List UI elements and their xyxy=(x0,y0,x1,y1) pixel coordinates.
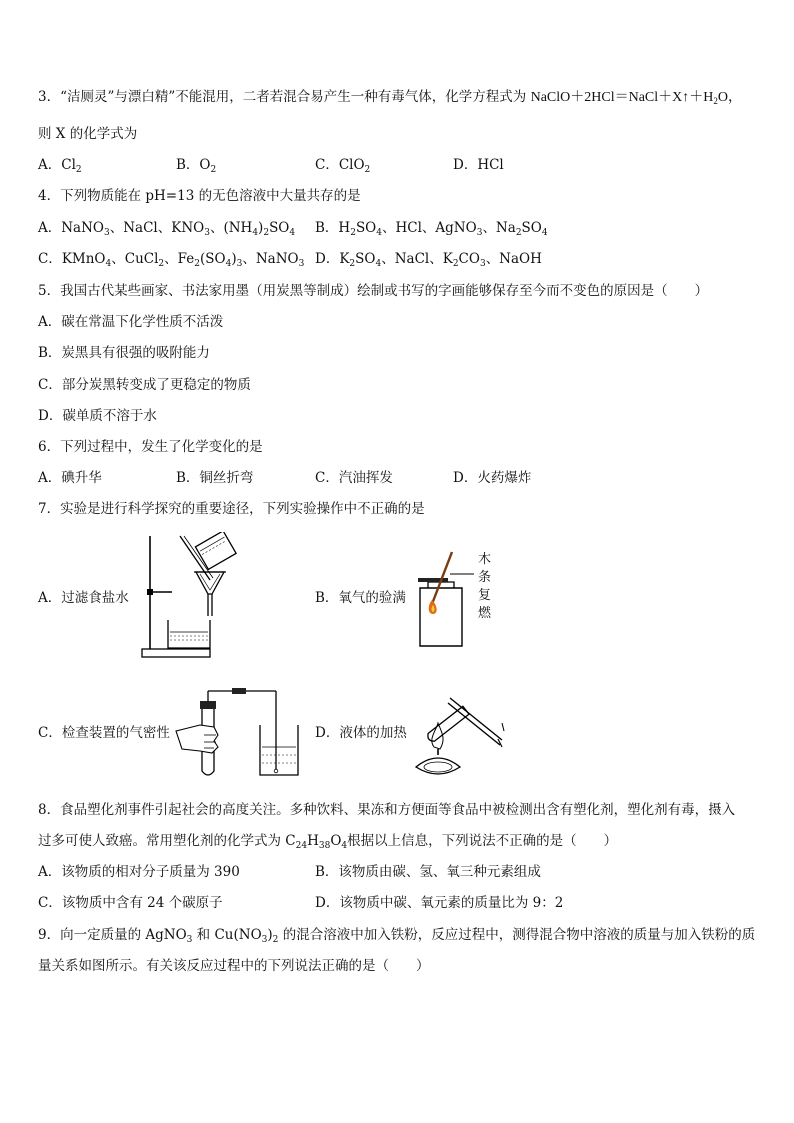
fig-b-label-3: 复 xyxy=(478,588,492,603)
filtration-apparatus-figure xyxy=(138,532,238,660)
q4-option-c[interactable]: C．KMnO$_4$、CuCl$_2$、$Fe_2(SO_4)_3$、NaNO$_3$ xyxy=(38,251,305,269)
q5-option-a[interactable]: A．碳在常温下化学性质不活泼 xyxy=(38,314,224,330)
q8-stem-line2: 过多可使人致癌。常用塑化剂的化学式为 $C_{24}H_{38}O_4$根据以上信息，下列说法不正确的是（ ） xyxy=(38,833,618,851)
q8-option-a[interactable]: A．该物质的相对分子质量为 390 xyxy=(38,864,240,880)
q9-stem-line2: 量关系如图所示。有关该反应过程中的下列说法正确的是（ ） xyxy=(38,958,430,974)
q4-option-a[interactable]: A．NaNO$_3$、NaCl、$KNO_3$、$(NH_4)_2SO_4$ xyxy=(38,220,296,238)
q6-option-d[interactable]: D．火药爆炸 xyxy=(453,470,532,486)
q8-stem-line1: 8．食品塑化剂事件引起社会的高度关注。多种饮料、果冻和方便面等食品中被检测出含有塑化剂，塑化剂有毒，摄入 xyxy=(38,802,736,818)
q9-stem-line1: 9．向一定质量的 AgNO$_3$ 和 $Cu(NO_3)_2$ 的混合溶液中加入铁粉，反应过程中，测得混合物中溶液的质量与加入铁粉的质 xyxy=(38,927,756,945)
q8-option-d[interactable]: D．该物质中碳、氧元素的质量比为 9：2 xyxy=(315,895,564,911)
gas-jar-figure xyxy=(414,548,474,650)
q5-option-c[interactable]: C．部分炭黑转变成了更稳定的物质 xyxy=(38,377,251,393)
q5-option-b[interactable]: B．炭黑具有很强的吸附能力 xyxy=(38,345,210,361)
q3-option-c[interactable]: C．ClO$_2$ xyxy=(315,157,371,175)
q4-stem: 4．下列物质能在 pH=13 的无色溶液中大量共存的是 xyxy=(38,188,361,204)
q3-equation: $NaClO+2HCl=NaCl+X↑+H_2O$， xyxy=(530,90,742,106)
q3-option-d[interactable]: D．HCl xyxy=(453,157,504,173)
fig-b-label-2: 条 xyxy=(478,570,492,585)
liquid-heating-figure xyxy=(408,683,508,781)
q3-stem-text: 3．“洁厕灵”与漂白精”不能混用，二者若混合易产生一种有毒气体，化学方程式为 xyxy=(38,89,527,105)
q4-option-d[interactable]: D．$K_2SO_4$、NaCl、$K_2CO_3$、NaOH xyxy=(315,251,542,269)
q8-option-b[interactable]: B．该物质由碳、氢、氧三种元素组成 xyxy=(315,864,541,880)
q3-option-a[interactable]: A．$Cl_2$ xyxy=(38,157,82,175)
q3-stem-line2: 则 X 的化学式为 xyxy=(38,126,138,142)
fig-b-label-1: 木 xyxy=(478,552,492,567)
q7-option-a[interactable]: A．过滤食盐水 xyxy=(38,590,129,606)
q8-option-c[interactable]: C．该物质中含有 24 个碳原子 xyxy=(38,895,223,911)
q7-option-c[interactable]: C．检查装置的气密性 xyxy=(38,725,170,741)
q5-stem: 5．我国古代某些画家、书法家用墨（用炭黑等制成）绘制或书写的字画能够保存至今而不变色的原因是（ ） xyxy=(38,283,709,299)
fig-b-label-4: 燃 xyxy=(478,606,492,621)
airtightness-check-figure xyxy=(174,685,304,781)
q7-stem: 7．实验是进行科学探究的重要途径，下列实验操作中不正确的是 xyxy=(38,501,425,517)
q6-stem: 6．下列过程中，发生了化学变化的是 xyxy=(38,439,263,455)
q5-option-d[interactable]: D．碳单质不溶于水 xyxy=(38,408,157,424)
q4-option-b[interactable]: B．$H_2SO_4$、HCl、AgNO$_3$、$Na_2SO_4$ xyxy=(315,220,548,238)
q6-option-c[interactable]: C．汽油挥发 xyxy=(315,470,393,486)
q7-option-d[interactable]: D．液体的加热 xyxy=(315,725,407,741)
q3-option-b[interactable]: B．$O_2$ xyxy=(176,157,217,175)
q6-option-a[interactable]: A．碘升华 xyxy=(38,470,102,486)
q6-option-b[interactable]: B．铜丝折弯 xyxy=(176,470,254,486)
q3-stem-line1 xyxy=(38,88,742,107)
q7-option-b[interactable]: B．氧气的验满 xyxy=(315,590,406,606)
